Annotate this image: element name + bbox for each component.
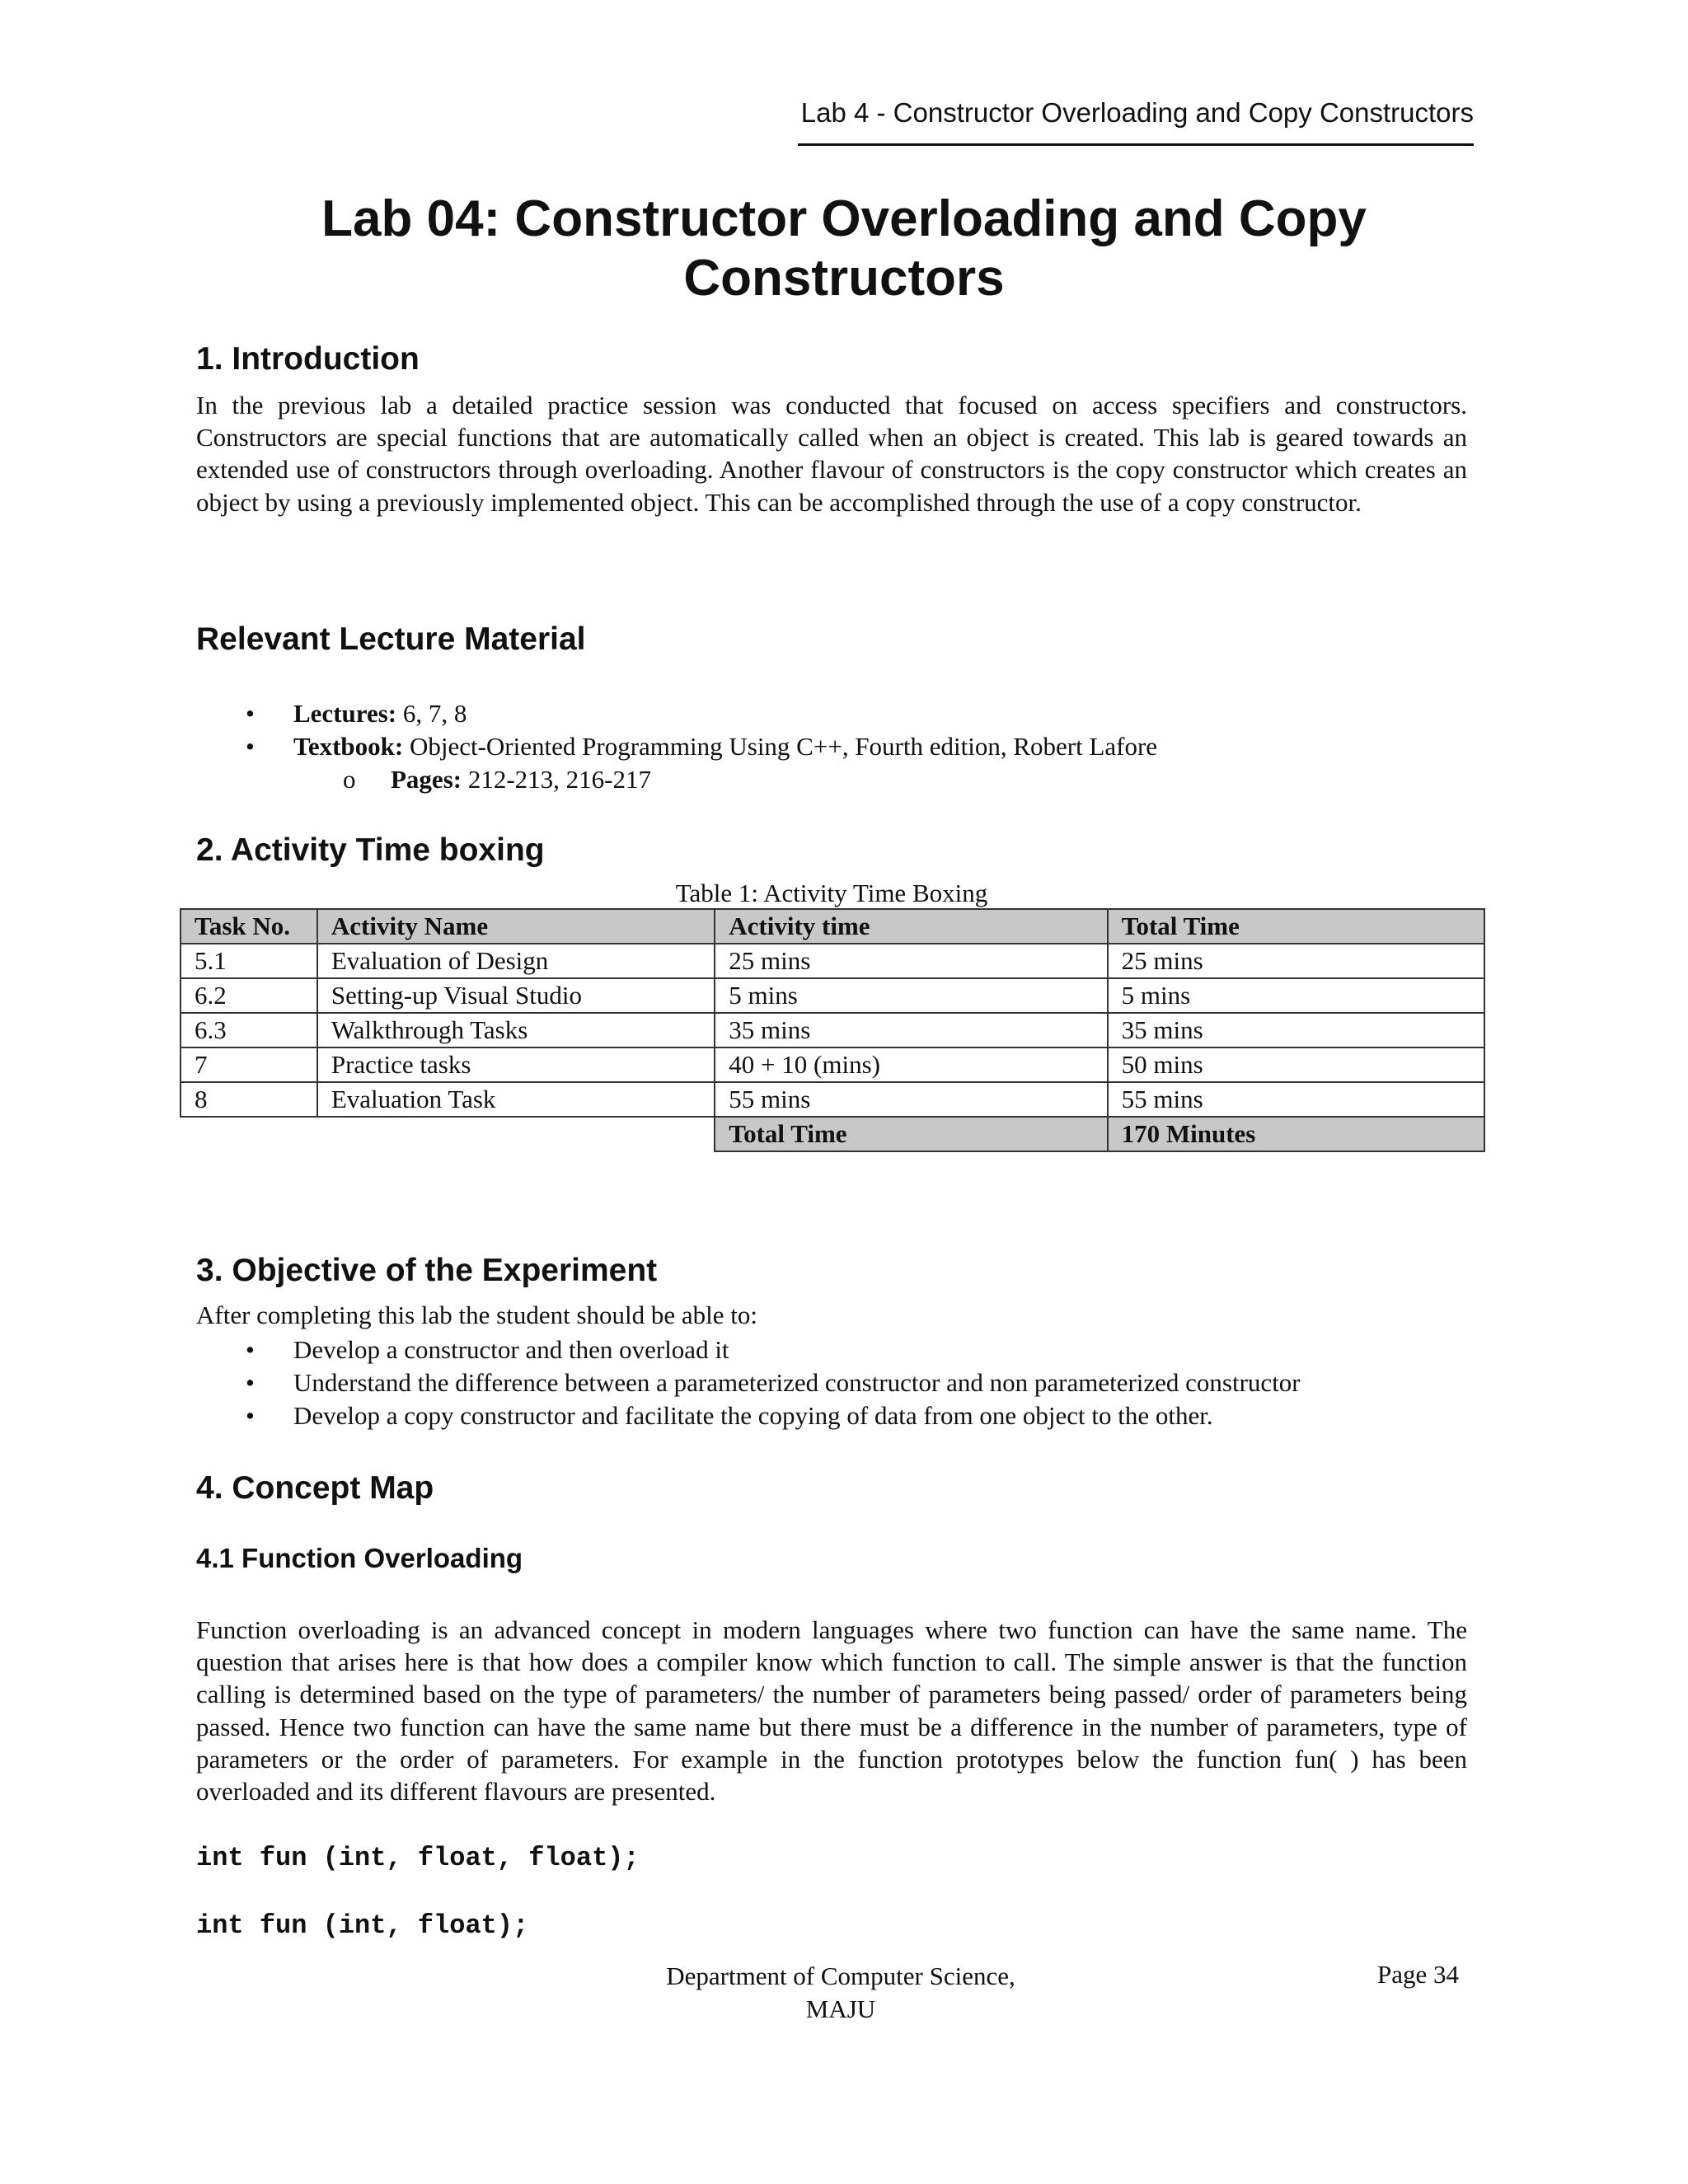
- table-cell: 7: [181, 1047, 317, 1082]
- total-row-spacer: [181, 1117, 715, 1151]
- table-cell: 50 mins: [1108, 1047, 1484, 1082]
- table-cell: 5 mins: [1108, 978, 1484, 1013]
- table-row: [181, 1013, 1484, 1047]
- table-caption: Table 1: Activity Time Boxing: [675, 879, 988, 907]
- textbook-item: [196, 730, 1482, 763]
- function-overloading-paragraph: Function overloading is an advanced concept in modern languages where two function can have the same name. The question that arises here is that how does a compiler know which function to call. The simple answer is that the function calling is determined based on the type of parameters/ the number of parameters being passed/ order of parameters being passed. Hence two function can have the same name but there must be a difference in the number of parameters, type of parameters or the order of parameters. For example in the function prototypes below the function fun( ) has been overloaded and its different flavours are presented.: [196, 1615, 1467, 1807]
- activity-heading: 2. Activity Time boxing: [196, 832, 545, 868]
- table-cell: 35 mins: [715, 1013, 1107, 1047]
- table-cell: Evaluation of Design: [317, 944, 715, 978]
- function-overloading-heading: 4.1 Function Overloading: [196, 1543, 523, 1573]
- column-header: Activity time: [715, 909, 1107, 944]
- table-cell: Evaluation Task: [317, 1082, 715, 1117]
- table-cell: Practice tasks: [317, 1047, 715, 1082]
- footer-department: [593, 1960, 1088, 2026]
- table-cell: Walkthrough Tasks: [317, 1013, 715, 1047]
- lectures-label: Lectures:: [293, 699, 397, 728]
- footer-dept-line-1: Department of Computer Science,: [666, 1961, 1015, 1990]
- lecture-material-heading: Relevant Lecture Material: [196, 621, 586, 657]
- table-cell: 6.3: [181, 1013, 317, 1047]
- table-cell: 6.2: [181, 978, 317, 1013]
- objective-intro: After completing this lab the student should be able to:: [196, 1301, 758, 1329]
- total-label: Total Time: [715, 1117, 1107, 1151]
- table-row: [181, 1047, 1484, 1082]
- textbook-label: Textbook:: [293, 732, 404, 761]
- pages-label: Pages:: [391, 765, 462, 794]
- table-cell: Setting-up Visual Studio: [317, 978, 715, 1013]
- footer-dept-line-2: MAJU: [805, 1994, 876, 2023]
- objective-item: • Develop a constructor and then overload it: [196, 1333, 1482, 1366]
- title-line-1: Lab 04: Constructor Overloading and Copy: [321, 190, 1367, 247]
- page-title: [198, 190, 1490, 308]
- objective-list: [196, 1333, 1482, 1432]
- pages-value: 212-213, 216-217: [462, 765, 651, 794]
- table-cell: 5 mins: [715, 978, 1107, 1013]
- table-header-row: [181, 909, 1484, 944]
- page-number: Page 34: [1376, 1960, 1459, 1989]
- lectures-item: [196, 697, 1482, 730]
- objective-heading: 3. Objective of the Experiment: [196, 1253, 658, 1288]
- code-line: int fun (int, float, float);: [196, 1843, 640, 1873]
- header-rule: [798, 143, 1474, 146]
- lecture-material-list: [196, 697, 1482, 796]
- table-cell: 25 mins: [715, 944, 1107, 978]
- concept-map-heading: 4. Concept Map: [196, 1470, 434, 1506]
- column-header: Total Time: [1108, 909, 1484, 944]
- table-cell: 55 mins: [1108, 1082, 1484, 1117]
- table-cell: 35 mins: [1108, 1013, 1484, 1047]
- table-cell: 40 + 10 (mins): [715, 1047, 1107, 1082]
- pages-item: [196, 763, 1482, 796]
- total-row: [181, 1117, 1484, 1151]
- objective-item: • Develop a copy constructor and facilitate the copying of data from one object to the other.: [196, 1399, 1482, 1432]
- column-header: Activity Name: [317, 909, 715, 944]
- table-row: [181, 978, 1484, 1013]
- title-line-2: Constructors: [683, 250, 1005, 307]
- total-value: 170 Minutes: [1108, 1117, 1484, 1151]
- introduction-paragraph: In the previous lab a detailed practice session was conducted that focused on access specifiers and constructors. Constructors are special functions that are automatically called when an object is created. This lab is geared towards an extended use of constructors through overloading. Another flavour of constructors is the copy constructor which creates an object by using a previously implemented object. This can be accomplished through the use of a copy constructor.: [196, 391, 1467, 517]
- table-cell: 25 mins: [1108, 944, 1484, 978]
- introduction-heading: 1. Introduction: [196, 341, 420, 377]
- activity-table: [180, 908, 1485, 1152]
- objective-item: • Understand the difference between a parameterized constructor and non parameterized constructor: [196, 1366, 1482, 1399]
- running-header: Lab 4 - Constructor Overloading and Copy Constructors: [800, 97, 1474, 128]
- table-cell: 8: [181, 1082, 317, 1117]
- table-row: [181, 944, 1484, 978]
- textbook-value: Object-Oriented Programming Using C++, Fourth edition, Robert Lafore: [403, 732, 1158, 761]
- lectures-value: 6, 7, 8: [396, 699, 467, 728]
- table-cell: 5.1: [181, 944, 317, 978]
- code-line: int fun (int, float);: [196, 1910, 529, 1941]
- table-row: [181, 1082, 1484, 1117]
- column-header: Task No.: [181, 909, 317, 944]
- table-cell: 55 mins: [715, 1082, 1107, 1117]
